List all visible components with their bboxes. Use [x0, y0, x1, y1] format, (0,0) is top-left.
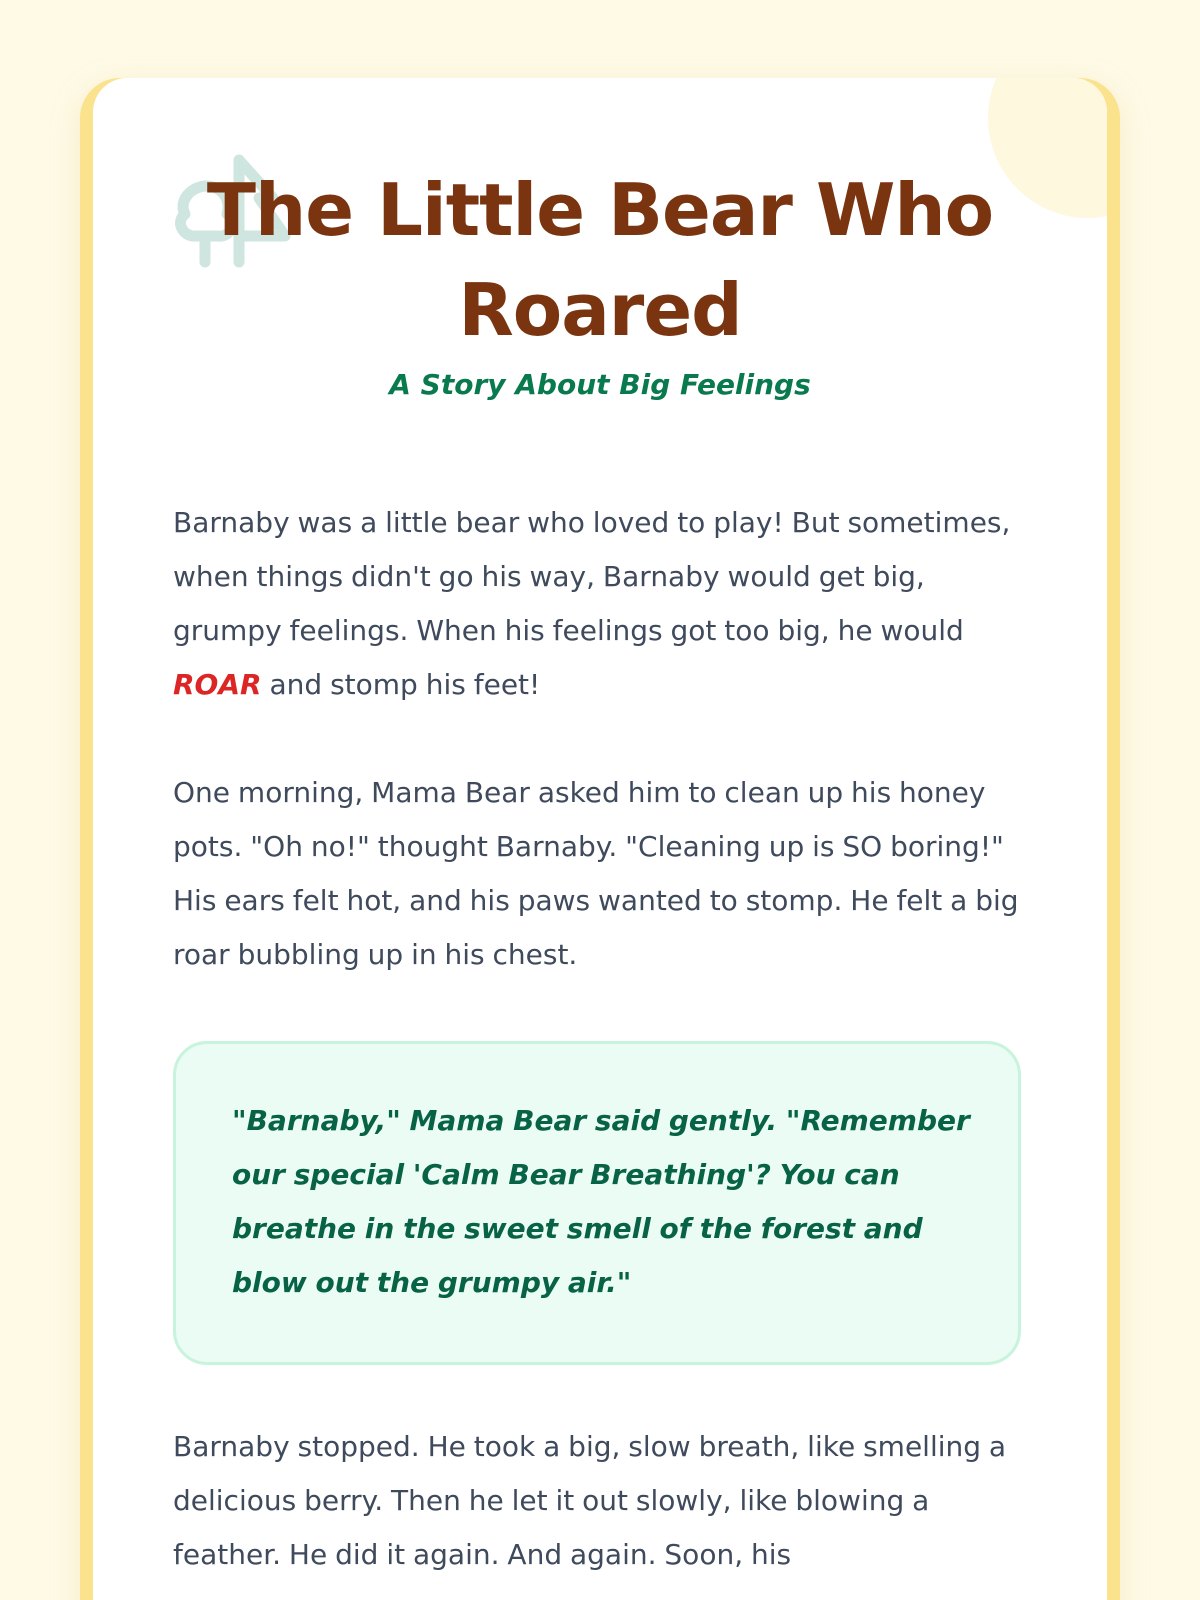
- story-paragraph-1: [173, 496, 1033, 712]
- roar-emphasis: ROAR: [173, 668, 262, 701]
- paragraph-1-text-end: and stomp his feet!: [261, 668, 541, 701]
- story-title: The Little Bear Who Roared: [206, 168, 994, 352]
- story-subtitle: A Story About Big Feelings: [389, 368, 811, 401]
- mama-bear-quote: "Barnaby," Mama Bear said gently. "Remember our special 'Calm Bear Breathing'? You can breathe in the sweet smell of the forest and blow out the grumpy air.": [232, 1104, 970, 1299]
- quote-box: [173, 1041, 1021, 1365]
- story-paragraph-3: Barnaby stopped. He took a big, slow breath, like smelling a delicious berry. Then he let it out slowly, like blowing a feather. He did it again. And again. Soon, his: [173, 1430, 1007, 1571]
- story-card: [93, 78, 1107, 1600]
- story-paragraph-2: One morning, Mama Bear asked him to clean up his honey pots. "Oh no!" thought Barnaby. "Cleaning up is SO boring!" His ears felt hot, and his paws wanted to stomp. He felt a big roar bubbling up in his chest.: [173, 776, 1019, 971]
- story-card-wrapper: [80, 78, 1120, 1600]
- paragraph-1-text-start: Barnaby was a little bear who loved to play! But sometimes, when things didn't go his way, Barnaby would get big, grumpy feelings. When his feelings got too big, he would: [173, 506, 1011, 647]
